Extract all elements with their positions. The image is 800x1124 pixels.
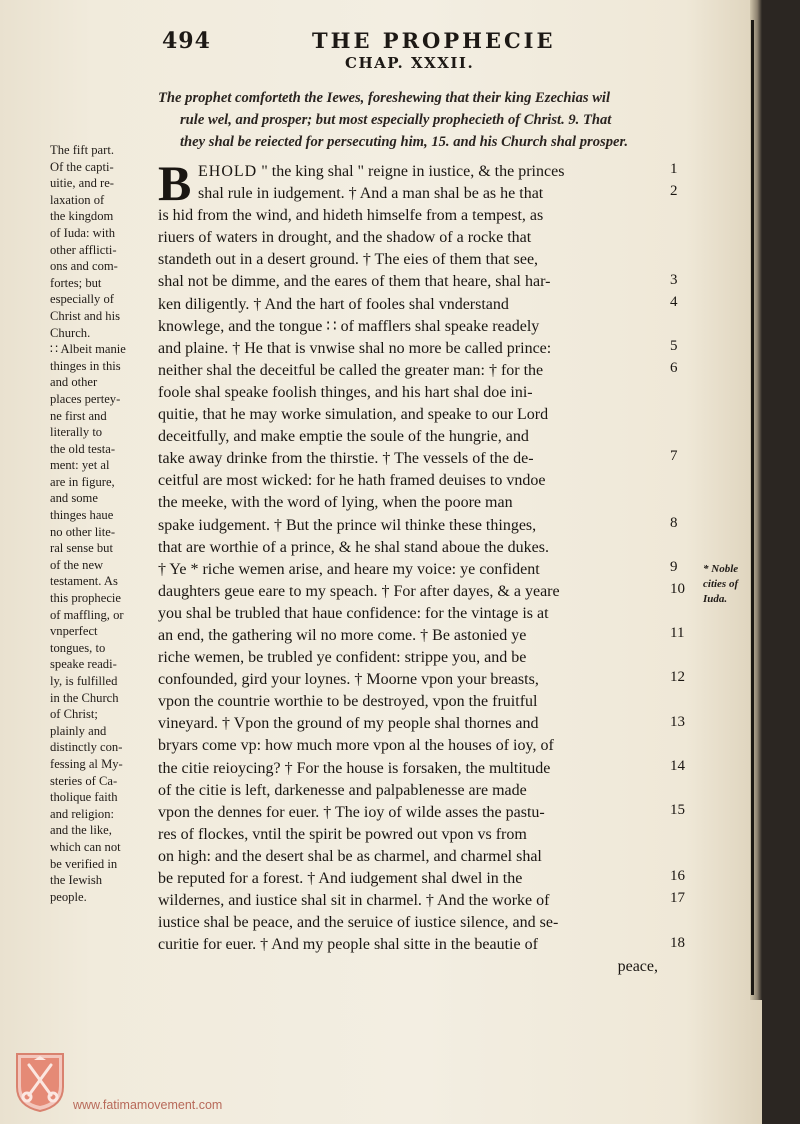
margin-note-line: the kingdom <box>50 209 114 224</box>
verse-number: 3 <box>670 271 678 288</box>
margin-note-line: ment: yet al <box>50 458 110 473</box>
argument-line: rule wel, and prosper; but most especially prophecieth of Christ. 9. That <box>180 112 612 128</box>
margin-note-line: of Iuda: with <box>50 225 116 240</box>
margin-note-line: testament. As <box>50 574 118 589</box>
margin-note-line: Church. <box>50 325 91 340</box>
margin-note-line: uitie, and re- <box>50 176 114 191</box>
margin-note-line: and religion: <box>50 806 115 821</box>
scripture-text <box>158 155 668 978</box>
catchword: peace, <box>617 958 658 976</box>
text-line: be reputed for a forest. † And iudgement shal dwel in the <box>158 870 523 887</box>
margin-note-line: of Christ; <box>50 707 98 722</box>
margin-note-line: ∷ Albeit manie <box>50 342 126 357</box>
text-line: standeth out in a desert ground. † The eies of them that see, <box>158 251 539 269</box>
text-line: that are worthie of a prince, & he shal stand aboue the dukes. <box>158 538 549 556</box>
running-title: THE PROPHECIE <box>312 28 556 53</box>
verse-number: 1 <box>670 161 678 177</box>
text-line: vpon the dennes for euer. † The ioy of wilde asses the pastu- <box>158 803 545 821</box>
margin-note-line: Of the capti- <box>50 159 114 174</box>
margin-note-line: be verified in <box>50 856 118 871</box>
margin-note-line: ons and com- <box>50 259 118 274</box>
margin-note-line: laxation of <box>50 192 105 207</box>
margin-note-line: people. <box>50 889 87 904</box>
text-line: neither shal the deceitful be called the greater man: † for the <box>158 361 544 379</box>
text-line: quitie, that he may worke simulation, and speake to our Lord <box>158 406 549 424</box>
verse-number: 14 <box>670 757 685 774</box>
text-line-content: " the king shal " reigne in iustice, & the princes <box>261 163 565 180</box>
margin-note-line: the Iewish <box>50 873 103 888</box>
verse-number: 7 <box>670 448 678 465</box>
margin-note-line: other afflicti- <box>50 242 117 257</box>
margin-note-line: especially of <box>50 292 114 307</box>
right-note-line: cities of <box>703 578 739 590</box>
margin-note-line: of the new <box>50 557 104 572</box>
verse-number: 4 <box>670 293 678 310</box>
marginal-note-right <box>703 562 751 607</box>
margin-note-line: the old testa- <box>50 441 116 456</box>
page-number: 494 <box>162 28 211 54</box>
text-line: vineyard. † Vpon the ground of my people shal thornes and <box>158 715 539 733</box>
margin-note-line: fessing al My- <box>50 756 123 771</box>
chapter-heading: CHAP. XXXII. <box>345 54 475 72</box>
margin-note-line: fortes; but <box>50 275 102 290</box>
text-line: and plaine. † He that is vnwise shal no more be called prince: <box>158 339 552 357</box>
text-line: an end, the gathering wil no more come. † Be astonied ye <box>158 626 527 644</box>
margin-note-line: no other lite- <box>50 524 116 539</box>
verse-number: 8 <box>670 514 678 531</box>
verse-number: 2 <box>670 183 678 200</box>
text-line: the meeke, with the word of lying, when the poore man <box>158 494 513 512</box>
text-line: shal not be dimme, and the eares of them that heare, shal har- <box>158 273 551 291</box>
first-word: EHOLD <box>198 163 258 180</box>
right-note-line: * Noble <box>703 563 739 575</box>
text-line: you shal be trubled that haue confidence: for the vintage is at <box>158 604 549 622</box>
text-line: shal rule in iudgement. † And a man shal be as he that <box>198 185 544 203</box>
text-line: riuers of waters in drought, and the shadow of a rocke that <box>158 229 532 247</box>
margin-note-line: places pertey- <box>50 391 121 406</box>
verse-number: 15 <box>670 801 685 818</box>
papal-keys-seal-icon <box>14 1051 66 1113</box>
verse-number: 13 <box>670 713 685 730</box>
margin-note-line: steries of Ca- <box>50 773 118 788</box>
text-line: bryars come vp: how much more vpon al the houses of ioy, of <box>158 737 554 755</box>
website-watermark: www.fatimamovement.com <box>73 1098 223 1112</box>
margin-note-line: The fift part. <box>50 143 114 157</box>
text-line: knowlege, and the tongue ∷ of mafflers shal speake readely <box>158 317 540 335</box>
text-line: take away drinke from the thirstie. † The vessels of the de- <box>158 450 534 468</box>
text-line: is hid from the wind, and hideth himselfe from a tempest, as <box>158 207 544 225</box>
verse-number: 17 <box>670 890 685 907</box>
margin-note-line: which can not <box>50 839 121 854</box>
margin-note-line: vnperfect <box>50 624 98 639</box>
text-line: ken diligently. † And the hart of fooles shal vnderstand <box>158 295 509 313</box>
margin-note-line: Christ and his <box>50 308 120 323</box>
margin-note-line: tholique faith <box>50 790 118 805</box>
right-note-line: Iuda. <box>703 593 728 605</box>
verse-number: 5 <box>670 337 678 354</box>
text-line: wildernes, and iustice shal sit in charmel. † And the worke of <box>158 892 550 910</box>
margin-note-line: ly, is fulfilled <box>50 674 118 688</box>
text-line: † Ye * riche wemen arise, and heare my voice: ye confident <box>158 560 540 578</box>
margin-note-line: ne first and <box>50 408 107 423</box>
argument-line: they shal be reiected for persecuting him, 15. and his Church shal prosper. <box>180 134 628 150</box>
text-line: deceitfully, and make emptie the soule of the hungrie, and <box>158 428 529 446</box>
margin-note-line: tongues, to <box>50 640 106 655</box>
verse-number: 10 <box>670 580 685 597</box>
text-line: spake iudgement. † But the prince wil thinke these thinges, <box>158 516 537 534</box>
text-line <box>158 161 668 183</box>
margin-note-line: in the Church <box>50 690 119 705</box>
margin-note-line: plainly and <box>50 723 107 738</box>
text-line: confounded, gird your loynes. † Moorne vpon your breasts, <box>158 671 539 689</box>
margin-note-line: thinges haue <box>50 508 114 523</box>
margin-note-line: ral sense but <box>50 541 113 556</box>
verse-number: 6 <box>670 359 678 376</box>
margin-note-line: speake readi- <box>50 657 117 672</box>
text-line: ceitful are most wicked: for he hath framed deuises to vndoe <box>158 472 546 490</box>
text-line: vpon the countrie worthie to be destroyed, vpon the fruitful <box>158 693 538 711</box>
text-line: curitie for euer. † And my people shal sitte in the beautie of <box>158 936 538 954</box>
verse-number: 9 <box>670 558 678 575</box>
text-line: on high: and the desert shal be as charmel, and charmel shal <box>158 847 542 865</box>
margin-note-line: and the like, <box>50 823 112 838</box>
argument-line: The prophet comforteth the Iewes, foreshewing that their king Ezechias wil <box>158 90 611 106</box>
margin-note-line: and other <box>50 375 98 390</box>
verse-number: 16 <box>670 868 685 885</box>
verse-number: 18 <box>670 934 685 951</box>
text-line: of the citie is left, darkenesse and palpablenesse are made <box>158 781 527 799</box>
marginal-note-left <box>50 142 158 905</box>
text-line: foole shal speake foolish thinges, and his hart shal doe ini- <box>158 383 533 401</box>
margin-note-line: thinges in this <box>50 358 121 373</box>
margin-note-line: are in figure, <box>50 474 115 489</box>
verse-number: 11 <box>670 625 685 642</box>
text-line: riche wemen, be trubled ye confident: strippe you, and be <box>158 649 527 667</box>
margin-note-line: literally to <box>50 425 103 440</box>
chapter-argument <box>158 87 703 153</box>
margin-rule <box>751 20 754 995</box>
margin-note-line: of maffling, or <box>50 607 124 622</box>
text-line: iustice shal be peace, and the seruice of iustice silence, and se- <box>158 914 559 932</box>
text-line: res of flockes, vntil the spirit be powred out vpon vs from <box>158 825 527 843</box>
text-line: the citie reioycing? † For the house is forsaken, the multitude <box>158 759 551 777</box>
margin-note-line: and some <box>50 491 98 506</box>
margin-note-line: this prophecie <box>50 591 121 606</box>
text-line: daughters geue eare to my speach. † For after dayes, & a yeare <box>158 582 560 600</box>
margin-note-line: distinctly con- <box>50 740 123 755</box>
drop-cap: B <box>158 155 192 211</box>
verse-number: 12 <box>670 669 685 686</box>
